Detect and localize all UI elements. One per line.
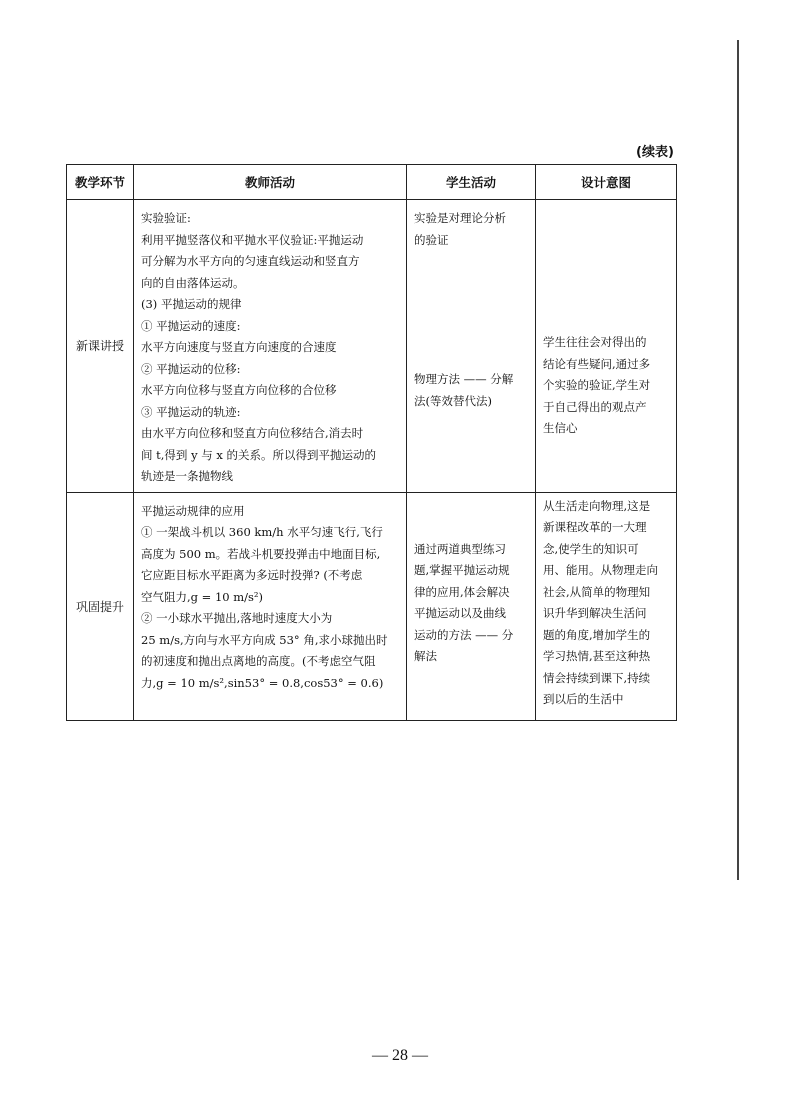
student-line: 运动的方法 —— 分 [414,627,514,642]
design-line: 题的角度,增加学生的 [543,627,651,642]
student-line: 通过两道典型练习 [414,541,506,556]
teacher-line: ② 一小球水平抛出,落地时速度大小为 [141,611,333,625]
teacher-line: 可分解为水平方向的匀速直线运动和竖直方 [141,254,360,268]
teacher-line: ③ 平抛运动的轨迹: [141,404,241,419]
design-cell [536,200,677,493]
continued-label: (续表) [636,145,674,160]
design-line: 结论有些疑问,通过多 [543,356,651,371]
teacher-line: 利用平抛竖落仪和平抛水平仪验证:平抛运动 [141,232,364,247]
teacher-line: 高度为 500 m。若战斗机要投弹击中地面目标, [141,546,381,561]
design-line: 学生往往会对得出的 [543,335,647,349]
teacher-cell [134,200,407,493]
teacher-line: ② 平抛运动的位移: [141,361,241,376]
student-line: 法(等效替代法) [414,393,492,408]
design-line: 个实验的验证,学生对 [543,378,651,392]
lesson-table [66,164,677,721]
design-line: 从生活走向物理,这是 [543,498,651,513]
student-cell [407,200,536,493]
teacher-line: ① 平抛运动的速度: [141,318,241,333]
student-line: 解法 [414,649,437,663]
design-cell [536,492,677,720]
binding-line [737,40,739,880]
teacher-cell [134,492,407,720]
design-line: 用、能用。从物理走向 [543,563,658,577]
student-line: 的验证 [414,232,449,247]
teacher-line: 间 t,得到 y 与 x 的关系。所以得到平抛运动的 [141,447,377,462]
design-line: 于自己得出的观点产 [543,399,647,414]
stage-cell: 巩固提升 [67,492,134,720]
header-stage: 教学环节 [67,165,134,200]
student-cell [407,492,536,720]
table-row [67,492,677,720]
design-line: 学习热情,甚至这种热 [543,649,651,663]
page-number: — 28 — [372,1047,428,1064]
header-student: 学生活动 [407,165,536,200]
teacher-line: 空气阻力,g = 10 m/s²) [141,589,264,604]
teacher-line: 力,g = 10 m/s²,sin53° = 0.8,cos53° = 0.6) [141,675,384,690]
design-line: 生信心 [543,421,578,435]
stage-cell: 新课讲授 [67,200,134,493]
teacher-line: 它应距目标水平距离为多远时投弹? (不考虑 [141,568,363,582]
design-line: 情会持续到课下,持续 [543,670,651,685]
table-row [67,200,677,493]
student-line: 平抛运动以及曲线 [414,606,506,620]
teacher-line: 轨迹是一条抛物线 [141,469,233,483]
header-design: 设计意图 [536,165,677,200]
design-line: 到以后的生活中 [543,692,624,706]
student-line: 物理方法 —— 分解 [414,372,514,386]
teacher-line: ① 一架战斗机以 360 km/h 水平匀速飞行,飞行 [141,525,383,539]
teacher-line: 向的自由落体运动。 [141,275,245,290]
teacher-line: 水平方向速度与竖直方向速度的合速度 [141,340,337,354]
student-line: 题,掌握平抛运动规 [414,563,510,577]
student-line: 实验是对理论分析 [414,211,506,225]
design-line: 识升华到解决生活问 [543,606,647,620]
teacher-line: 实验验证: [141,211,191,225]
header-row [67,165,677,200]
design-line: 社会,从简单的物理知 [543,584,651,599]
design-line: 念,使学生的知识可 [543,541,639,556]
teacher-line: 25 m/s,方向与水平方向成 53° 角,求小球抛出时 [141,632,388,647]
teacher-line: 的初速度和抛出点离地的高度。(不考虑空气阻 [141,654,376,668]
teacher-line: (3) 平抛运动的规律 [141,297,242,311]
header-teacher: 教师活动 [134,165,407,200]
teacher-line: 平抛运动规律的应用 [141,503,245,518]
student-line: 律的应用,体会解决 [414,584,510,599]
teacher-line: 由水平方向位移和竖直方向位移结合,消去时 [141,426,364,440]
teacher-line: 水平方向位移与竖直方向位移的合位移 [141,383,337,397]
design-line: 新课程改革的一大理 [543,520,647,534]
